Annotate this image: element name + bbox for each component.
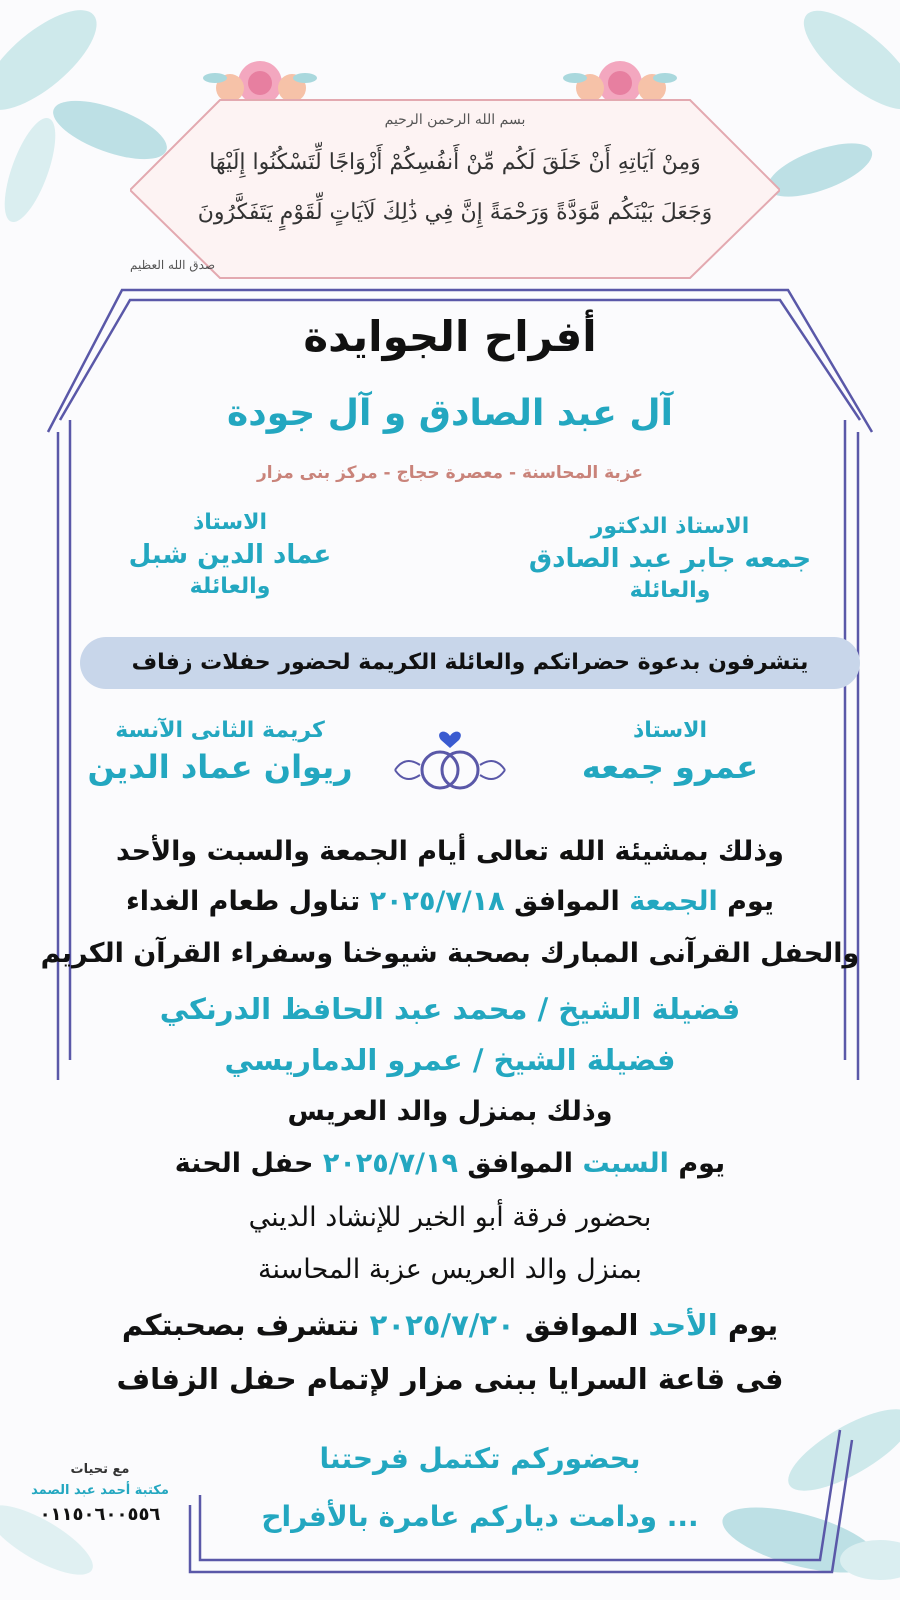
leaf-decoration-top-right — [761, 0, 900, 208]
saturday-line — [0, 1148, 900, 1179]
leaf-decoration-bottom-right — [716, 1394, 900, 1586]
saturday-mid: الموافق — [467, 1148, 574, 1179]
sunday-date: ٢٠٢٥/٧/٢٠ — [369, 1308, 515, 1342]
sunday-mid: الموافق — [524, 1308, 639, 1342]
signature-shop: مكتبة أحمد عبد الصمد — [31, 1483, 169, 1498]
friday-line-2: والحفل القرآنى المبارك بصحبة شيوخنا وسفراء القرآن الكريم — [40, 938, 860, 969]
friday-mid: الموافق — [514, 886, 620, 917]
friday-post: تناول طعام الغداء — [125, 886, 361, 917]
sunday-post: نتشرف بصحبتكم — [121, 1308, 360, 1342]
sheikh-1: فضيلة الشيخ / محمد عبد الحافظ الدرنكي — [159, 992, 741, 1026]
saturday-day: السبت — [582, 1148, 669, 1179]
closing-line-2: ... ودامت دياركم عامرة بالأفراح — [261, 1500, 699, 1533]
closing-line-1: بحضوركم تكتمل فرحتنا — [319, 1442, 641, 1475]
sunday-line-2: فى قاعة السرايا ببنى مزار لإتمام حفل الزفاف — [116, 1362, 784, 1396]
friday-date: ٢٠٢٥/٧/١٨ — [369, 886, 505, 917]
friday-line — [0, 886, 900, 917]
host-left-name: عماد الدين شبل — [128, 540, 332, 570]
bride-title: كريمة الثانى الآنسة — [115, 718, 325, 743]
quran-verse-line-2: وَجَعَلَ بَيْنَكُم مَّوَدَّةً وَرَحْمَةً إِنَّ فِي ذَٰلِكَ لَآيَاتٍ لِّقَوْمٍ يَتَفَكَّرُونَ — [197, 200, 713, 225]
sunday-line — [0, 1308, 900, 1342]
friday-place: وذلك بمنزل والد العريس — [287, 1096, 613, 1127]
quran-closing: صدق الله العظيم — [130, 258, 216, 272]
groom-title: الاستاذ — [632, 718, 708, 743]
schedule-intro: وذلك بمشيئة الله تعالى أيام الجمعة والسبت والأحد — [116, 836, 784, 867]
wedding-rings-icon — [385, 720, 515, 800]
host-left-family: والعائلة — [189, 574, 271, 599]
saturday-pre: يوم — [678, 1148, 726, 1179]
host-right — [500, 512, 840, 606]
saturday-date: ٢٠٢٥/٧/١٩ — [322, 1148, 458, 1179]
host-right-name: جمعه جابر عبد الصادق — [528, 544, 812, 574]
sunday-day: الأحد — [648, 1308, 718, 1342]
signature-phone: ٠١١٥٠٦٠٠٥٥٦ — [39, 1504, 161, 1525]
designer-signature — [20, 1462, 180, 1525]
bride — [60, 715, 380, 787]
sunday-pre: يوم — [727, 1308, 779, 1342]
saturday-post: حفل الحنة — [174, 1148, 314, 1179]
host-left-title: الاستاذ — [192, 510, 268, 535]
location-line: عزبة المحاسنة - معصرة حجاج - مركز بنى مزار — [257, 463, 643, 483]
host-left — [60, 508, 400, 602]
groom — [520, 715, 820, 787]
invitation-title: أفراح الجوايدة — [303, 312, 597, 361]
sheikh-2: فضيلة الشيخ / عمرو الدماريسي — [224, 1043, 676, 1077]
friday-pre: يوم — [727, 886, 775, 917]
friday-day: الجمعة — [629, 886, 718, 917]
host-right-family: والعائلة — [629, 578, 711, 603]
families-names: آل عبد الصادق و آل جودة — [226, 393, 674, 434]
bride-name: ريوان عماد الدين — [87, 748, 353, 786]
saturday-place: بمنزل والد العريس عزبة المحاسنة — [258, 1254, 642, 1285]
groom-name: عمرو جمعه — [581, 748, 759, 786]
basmala: بسم الله الرحمن الرحيم — [384, 112, 526, 128]
signature-greeting: مع تحيات — [70, 1462, 130, 1477]
saturday-line-2: بحضور فرقة أبو الخير للإنشاد الديني — [248, 1202, 652, 1233]
invitation-statement: يتشرفون بدعوة حضراتكم والعائلة الكريمة لحضور حفلات زفاف — [80, 637, 860, 689]
host-right-title: الاستاذ الدكتور — [590, 514, 750, 539]
quran-verse-line-1: وَمِنْ آيَاتِهِ أَنْ خَلَقَ لَكُم مِّنْ أَنفُسِكُمْ أَزْوَاجًا لِّتَسْكُنُوا إِلَيْهَا — [209, 150, 701, 175]
